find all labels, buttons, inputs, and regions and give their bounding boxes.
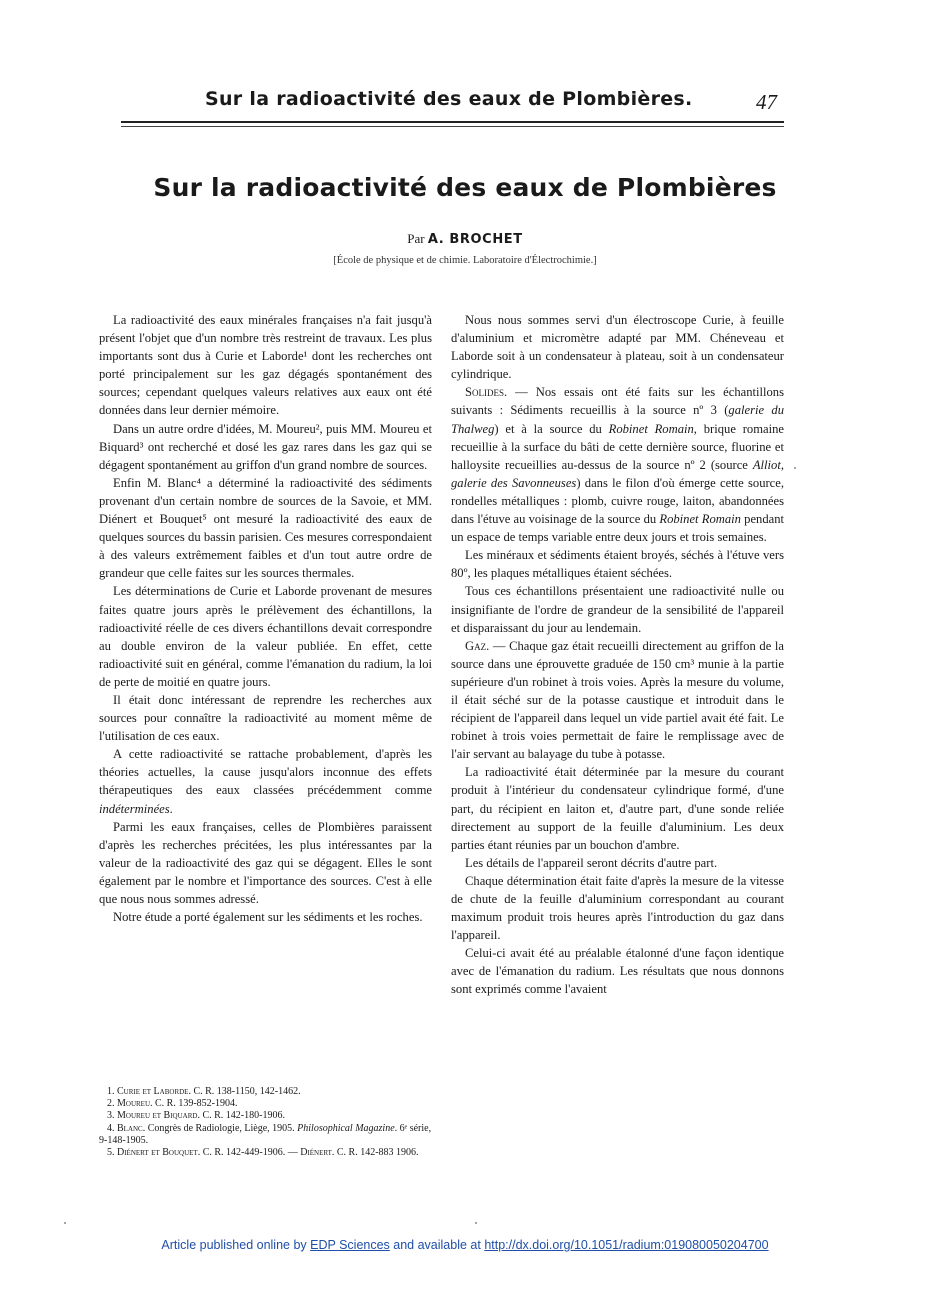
scan-speck (794, 467, 796, 469)
header-rule-thick (121, 121, 784, 123)
publication-footer: Article published online by EDP Sciences and available at http://dx.doi.org/10.1051/radium:019080050204700 (161, 1238, 769, 1252)
doi-link[interactable]: http://dx.doi.org/10.1051/radium:019080050204700 (484, 1238, 769, 1252)
paragraph: Gaz. — Chaque gaz était recueilli directement au griffon de la source dans une éprouvette graduée de 150 cm³ munie à la partie supérieure d'un robinet à trois voies. Après la mesure du volume, il était séché sur de la potasse caustique et introduit dans le récipient de l'appareil dans lequel un vide partiel avait été fait. Le robinet à trois voies permettait de faire le remplissage avec de l'air servant au balayage du tube à potasse. (451, 638, 784, 762)
paragraph: Les détails de l'appareil seront décrits d'autre part. (465, 855, 718, 870)
footnotes (99, 1086, 432, 1159)
paragraph: Nous nous sommes servi d'un électroscope Curie, à feuille d'aluminium et micromètre adapté par MM. Chéneveau et Laborde soit à un condensateur à plateau, soit à un condensateur cylindrique. (451, 313, 784, 382)
page-number: 47 (756, 90, 777, 114)
paragraph: Solides. — Nos essais ont été faits sur les échantillons suivants : Sédiments recueillis à la source nº 3 (galerie du Thalweg) et à la source du Robinet Romain, brique romaine recueillie à la surface du bâti de cette dernière source, fluorine et halloysite recueillies au-dessus de la source nº 2 (source Alliot, galerie des Savonneuses) dans le filon d'où émerge cette source, rondelles métalliques : plomb, cuivre rouge, laiton, abandonnées dans l'étuve au voisinage de la source du Robinet Romain pendant un espace de temps variable entre deux jours et trois semaines. (451, 385, 785, 545)
right-column (451, 311, 784, 999)
paragraph: Enfin M. Blanc⁴ a déterminé la radioactivité des sédiments provenant d'un certain nombre de sources de la Savoie, et MM. Diénert et Bouquet⁵ ont mesuré la radioactivité des eaux de quelques sources du bassin parisien. Ces mesures correspondaient à des valeurs extrêmement faibles et d'un tout autre ordre de grandeur que celle faites sur les sources thermales. (99, 475, 432, 581)
byline-prefix: Par (407, 231, 425, 246)
paragraph: Il était donc intéressant de reprendre les recherches aux sources pour connaître la radioactivité au moment même de l'utilisation de ces eaux. (99, 692, 432, 744)
publisher-link[interactable]: EDP Sciences (310, 1238, 390, 1252)
paragraph: Celui-ci avait été au préalable étalonné d'une façon identique avec de l'émanation du radium. Les résultats que nous donnons sont exprimés comme l'avaient (451, 946, 784, 997)
paragraph: La radioactivité des eaux minérales françaises n'a fait jusqu'à présent l'objet que d'un nombre très restreint de travaux. Les plus importants sont dus à Curie et Laborde¹ dont les recherches ont porté principalement sur les gaz dégagés spontanément des sources; cependant quelques valeurs relatives aux eaux ont été données dans leur dernier mémoire. (99, 313, 432, 418)
scan-speck (475, 1222, 477, 1224)
paragraph: Les minéraux et sédiments étaient broyés, séchés à l'étuve vers 80º, les plaques métalliques étaient séchées. (451, 548, 784, 581)
author-name: A. BROCHET (427, 232, 523, 247)
footnote-1: 1. Curie et Laborde. C. R. 138-1150, 142-1462. (107, 1086, 301, 1097)
running-title: Sur la radioactivité des eaux de Plombières. (205, 88, 693, 110)
paragraph: Parmi les eaux françaises, celles de Plombières paraissent d'après les recherches précitées, les plus intéressantes par la valeur de la radioactivité des gaz qui se dégagent. Elles le sont également par le nombre et l'importance des sources. C'est à elle que nous nous sommes adressé. (99, 819, 432, 906)
paragraph: Tous ces échantillons présentaient une radioactivité nulle ou insignifiante de l'ordre de grandeur de la sensibilité de l'appareil et disparaissant du jour au lendemain. (451, 584, 784, 635)
article-title: Sur la radioactivité des eaux de Plombières (153, 173, 777, 202)
footnote-5: 5. Diénert et Bouquet. C. R. 142-449-1906. — Diénert. C. R. 142-883 1906. (107, 1147, 419, 1159)
paragraph: A cette radioactivité se rattache probablement, d'après les théories actuelles, la cause jusqu'alors inconnue des effets thérapeutiques des eaux classées précédemment comme indéterminées. (99, 747, 432, 816)
footnote-2: 2. Moureu. C. R. 139-852-1904. (107, 1098, 238, 1110)
paragraph: Notre étude a porté également sur les sédiments et les roches. (113, 910, 423, 925)
byline (0, 231, 930, 247)
scan-speck (64, 1222, 66, 1224)
paragraph: La radioactivité était déterminée par la mesure du courant produit à l'intérieur du condensateur cylindrique formé, d'une part, du récipient en laiton et, d'autre part, d'une sonde reliée directement au support de la feuille d'aluminium. Les deux parties étant réunies par un bouchon d'ambre. (451, 765, 784, 852)
footnote-3: 3. Moureu et Biquard. C. R. 142-180-1906. (107, 1110, 285, 1122)
left-column (99, 311, 432, 926)
paragraph: Chaque détermination était faite d'après la mesure de la vitesse de chute de la feuille d'aluminium correspondant au courant maximum produit trois heures après l'introduction du gaz dans l'appareil. (451, 873, 784, 943)
paragraph: Les déterminations de Curie et Laborde provenant de mesures faites quatre jours après le prélèvement des échantillons, la radioactivité réelle de ces divers échantillons devait correspondre au double environ de la valeur publiée. En effet, cette radioactivité suit en général, comme l'émanation du radium, la loi de perte de moitié en quatre jours. (99, 584, 432, 689)
footnote-4: 4. Blanc. Congrès de Radiologie, Liège, 1905. Philosophical Magazine. 6ᵉ série, 9-148-1905. (99, 1122, 432, 1146)
header-rule-thin (121, 126, 784, 127)
author-affiliation: [École de physique et de chimie. Laboratoire d'Électrochimie.] (333, 255, 597, 266)
paragraph: Dans un autre ordre d'idées, M. Moureu², puis MM. Moureu et Biquard³ ont recherché et dosé les gaz rares dans les gaz qui se dégagent spontanément au griffon d'un grand nombre de sources. (99, 421, 432, 472)
